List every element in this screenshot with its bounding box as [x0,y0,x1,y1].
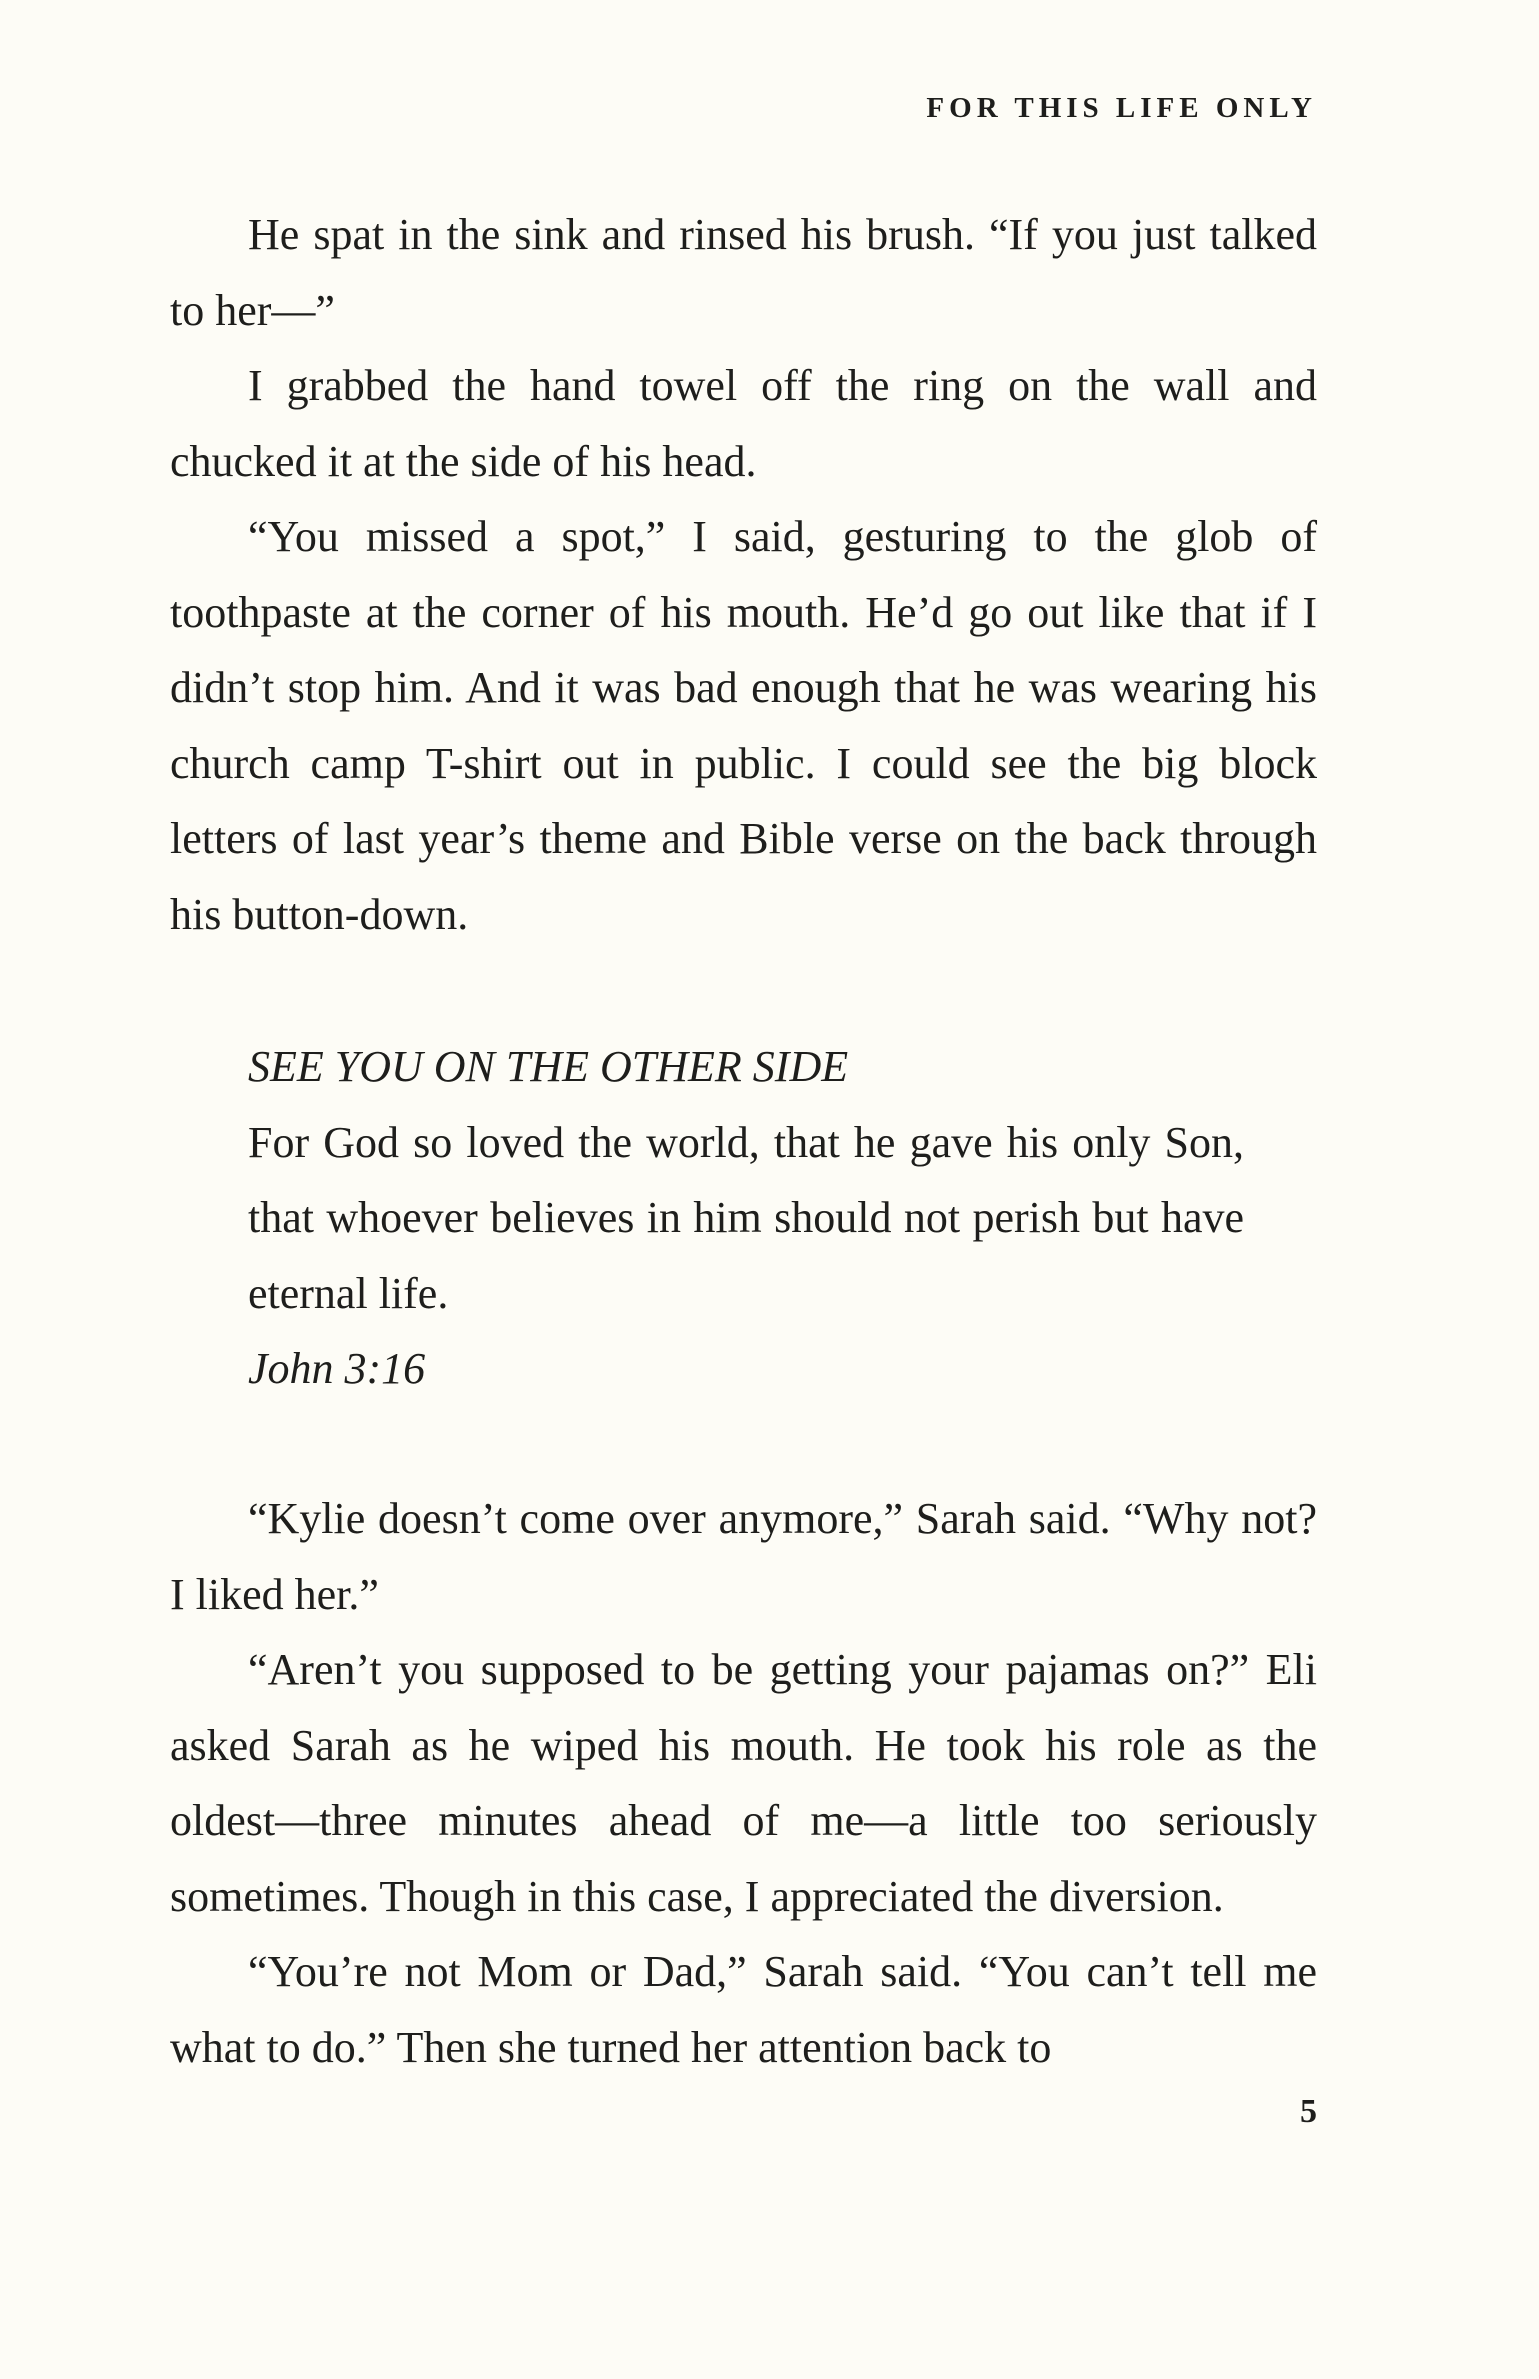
paragraph: “Aren’t you supposed to be getting your pajamas on?” Eli asked Sarah as he wiped his mouth. He took his role as the oldest—three minutes ahead of me—a little too seriously sometimes. Though in this case, I appreciated the diversion. [170,1645,1317,1921]
text-block-top [170,197,1317,952]
paragraph: I grabbed the hand towel off the ring on the wall and chucked it at the side of his head. [170,361,1317,486]
verse-body: For God so loved the world, that he gave his only Son, that whoever believes in him should not perish but have eternal life. [248,1117,1244,1318]
paragraph: “You’re not Mom or Dad,” Sarah said. “You can’t tell me what to do.” Then she turned her attention back to [170,1947,1317,2072]
paragraph: “Kylie doesn’t come over anymore,” Sarah said. “Why not? I liked her.” [170,1494,1317,1619]
verse-reference: John 3:16 [248,1344,426,1393]
shirt-verse-block [248,1029,1244,1407]
page-number: 5 [1300,2093,1317,2130]
verse-heading: SEE YOU ON THE OTHER SIDE [248,1042,849,1091]
paragraph: He spat in the sink and rinsed his brush. “If you just talked to her—” [170,210,1317,335]
running-head: FOR THIS LIFE ONLY [926,92,1317,124]
text-block-bottom [170,1481,1317,2085]
paragraph: “You missed a spot,” I said, gesturing to the glob of toothpaste at the corner of his mouth. He’d go out like that if I didn’t stop him. And it was bad enough that he was wearing his church camp T-shirt out in public. I could see the big block letters of last year’s theme and Bible verse on the back through his button-down. [170,512,1317,939]
